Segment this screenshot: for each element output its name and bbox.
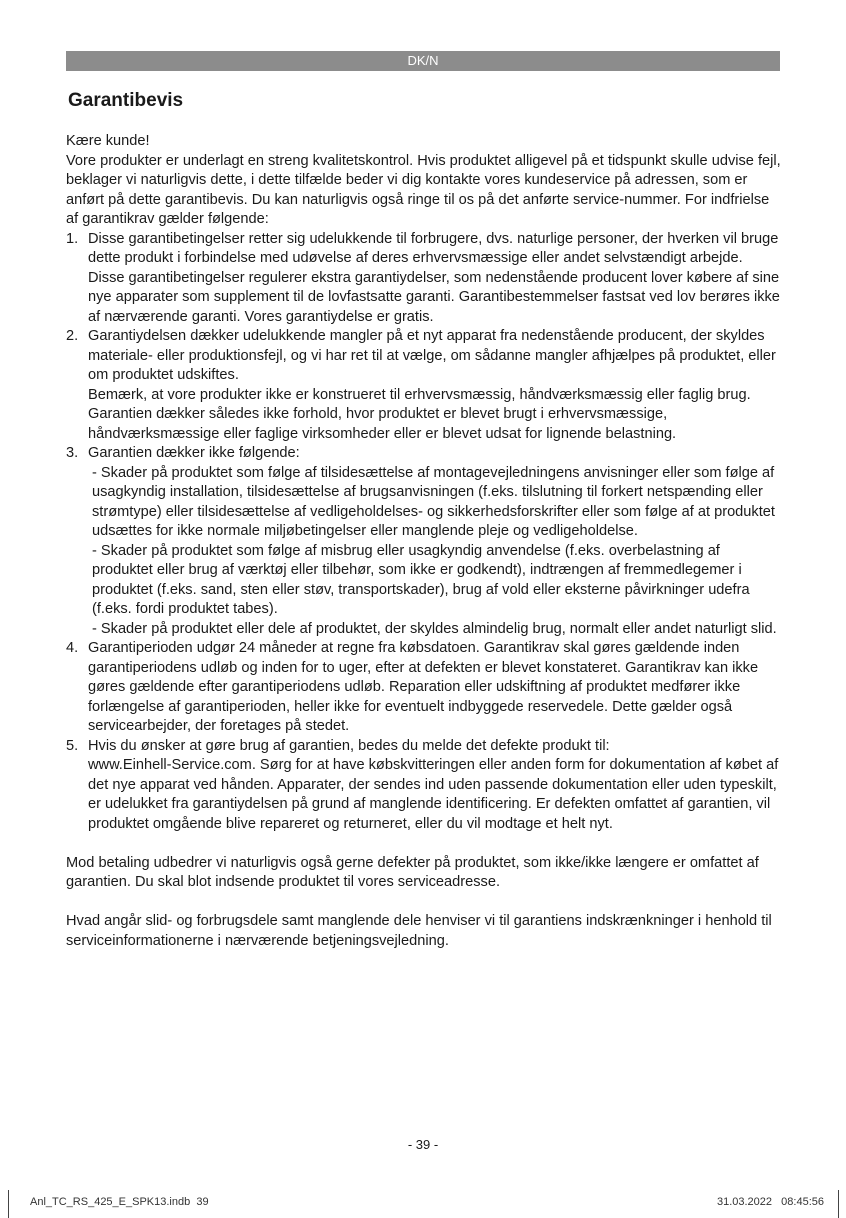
greeting: Kære kunde!: [66, 133, 150, 149]
intro-paragraph: Vore produkter er underlagt en streng kvalitetskontrol. Hvis produktet alligevel på et tidspunkt skulle udvise fejl, beklager vi naturligvis dette, i dette tilfælde beder vi dig kontakte vores kundeservice på adressen, som er anført på dette garantibevis. Du kan naturligvis også ringe til os på det anførte service-nummer. For indfrielse af garantikrav gælder følgende:: [66, 152, 781, 227]
language-label: DK/N: [407, 53, 439, 68]
list-item: [66, 639, 782, 737]
footer-left-rule: [8, 1190, 9, 1218]
item-number: 3.: [66, 445, 79, 461]
footer-right-rule: [838, 1190, 839, 1218]
item-number: 1.: [66, 230, 79, 247]
list-item: [66, 444, 782, 639]
language-header-bar: [66, 51, 780, 71]
service-details: www.Einhell-Service.com. Sørg for at have købskvitteringen eller anden form for dokumentation af købet af det nye apparat ved hånden. Apparater, der sendes ind uden passende dokumentation eller uden typeskilt, er udelukket fra garantiydelsen på grund af manglende identificering. Er defekten omfattet af garantien, vil produktet omgående blive repareret og returneret, eller du vil modtage et helt nyt.: [88, 757, 779, 832]
exclusion-bullet: - Skader på produktet som følge af tilsidesættelse af montagevejledningens anvisninger eller som følge af usagkyndig installation, tilsidesættelse af brugsanvisningen (f.eks. tilslutning til forkert netspænding eller strømtype) eller tilsidesættelse af vedligeholdelses- og sikkerhedsforskrifter eller som følge af at produktet udsættes for ikke normale miljøbetingelser eller manglende pleje og vedligeholdelse.: [92, 464, 775, 539]
exclusion-bullet: - Skader på produktet som følge af misbrug eller usagkyndig anvendelse (f.eks. overbelastning af produktet eller brug af værktøj eller tilbehør, som ikke er godkendt), indtrængen af fremmedlegemer i produktet (f.eks. sand, sten eller støv, transportskader), brug af vold eller eksterne påvirkninger udefra (f.eks. fordi produktet tabes).: [92, 542, 750, 617]
item-number: 2.: [66, 328, 79, 344]
list-item: [66, 230, 782, 328]
item-number: 4.: [66, 640, 79, 656]
warranty-conditions-list: [66, 230, 782, 835]
wear-parts-paragraph: Hvad angår slid- og forbrugsdele samt manglende dele henviser vi til garantiens indskrænkninger i henhold til serviceinformationerne i nærværende betjeningsvejledning.: [66, 913, 772, 949]
item-text: Hvis du ønsker at gøre brug af garantien, bedes du melde det defekte produkt til:: [88, 737, 610, 754]
list-item: [66, 327, 782, 444]
exclusion-bullet: - Skader på produktet eller dele af produktet, der skyldes almindelig brug, normalt eller andet naturligt slid.: [92, 620, 777, 637]
footer-filename: Anl_TC_RS_425_E_SPK13.indb 39: [30, 1196, 209, 1208]
item-number: 5.: [66, 737, 79, 754]
footer-timestamp: 31.03.2022 08:45:56: [716, 1196, 824, 1208]
item-text: Disse garantibetingelser retter sig udelukkende til forbrugere, dvs. naturlige personer, der hverken vil bruge dette produkt i forbindelse med udøvelse af deres erhvervsmæssige eller andet selvstændigt arbejde. Disse garantibetingelser regulerer ekstra garantiydelser, som nedenstående producent lover købere af sine nye apparater som supplement til de lovfastsatte garanti. Garantibestemmelser fastsat ved lov berøres ikke af nærværende garanti. Vores garantiydelse er gratis.: [88, 230, 780, 325]
item-text: Garantiperioden udgør 24 måneder at regne fra købsdatoen. Garantikrav skal gøres gældende inden garantiperiodens udløb og inden for to uger, efter at defekten er blevet konstateret. Garantikrav kan ikke gøres gældende efter garantiperiodens udløb. Reparation eller udskiftning af produktet medfører ikke forlængelse af garantiperioden, heller ikke for eventuelt indbyggede reservedele. Dette gælder også servicearbejder, der foretages på stedet.: [88, 640, 759, 734]
item-note: Bemærk, at vore produkter ikke er konstrueret til erhvervsmæssig, håndværksmæssig eller faglig brug. Garantien dækker således ikke forhold, hvor produktet er blevet brugt i erhvervsmæssige, håndværksmæssige eller faglige virksomheder eller er blevet udsat for lignende belastning.: [88, 386, 751, 442]
page-title: Garantibevis: [68, 90, 184, 111]
paid-repair-paragraph: Mod betaling udbedrer vi naturligvis også gerne defekter på produktet, som ikke/ikke længere er omfattet af garantien. Du skal blot indsende produktet til vores serviceadresse.: [66, 854, 759, 890]
page-number: - 39 -: [407, 1137, 439, 1152]
list-item: [66, 737, 782, 835]
item-text: Garantien dækker ikke følgende:: [88, 445, 300, 461]
warranty-content: [66, 132, 782, 951]
item-text: Garantiydelsen dækker udelukkende mangler på et nyt apparat fra nedenstående producent, der skyldes materiale- eller produktionsfejl, og vi har ret til at vælge, om sådanne mangler afhjælpes på produktet, eller om produktet udskiftes.: [88, 328, 776, 383]
